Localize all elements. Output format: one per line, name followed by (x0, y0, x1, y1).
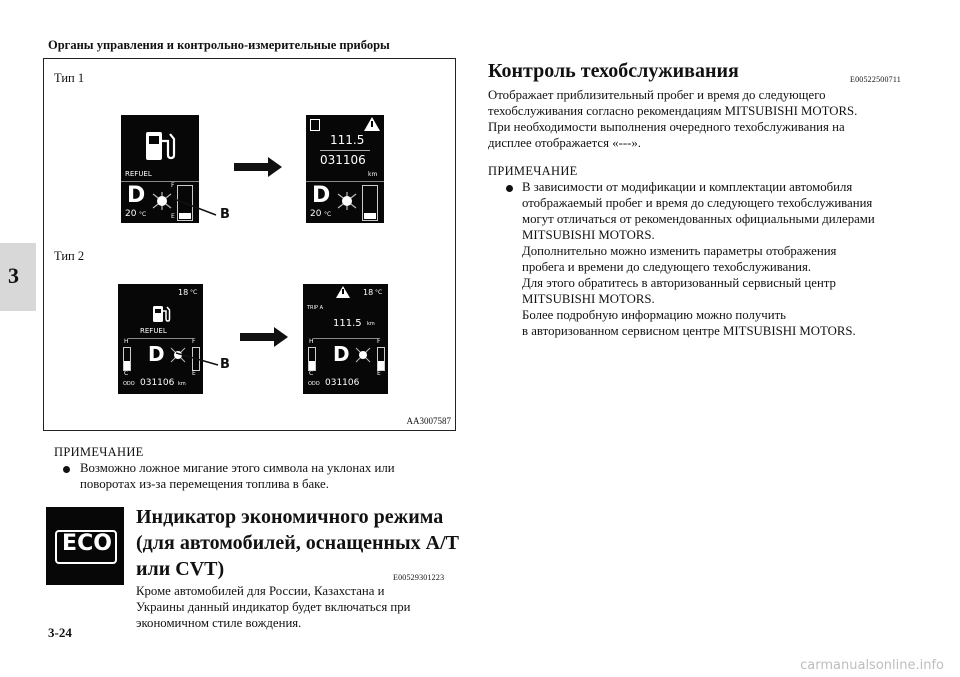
eco-indicator-icon (46, 507, 124, 585)
coolant-hot-label: H (124, 338, 129, 345)
fuel-gauge (377, 347, 385, 371)
temperature-value: 20 (125, 209, 137, 219)
gear-indicator: D (312, 183, 331, 208)
watermark: carmanualsonline.info (800, 658, 944, 673)
service-note-line: В зависимости от модификации и комплектации автомобиля (522, 180, 853, 194)
trip-value: 111.5 (333, 318, 362, 329)
temperature-value: 18 (178, 288, 189, 297)
distance-unit: km (367, 321, 375, 327)
service-body-line: При необходимости выполнения очередного техобслуживания на (488, 120, 845, 134)
refuel-text: REFUEL (125, 170, 152, 178)
distance-unit: km (178, 381, 186, 387)
coolant-cold-label: C (309, 370, 314, 377)
temperature-unit: °C (139, 211, 147, 218)
service-note-line: могут отличаться от рекомендованных официальными дилерами (522, 212, 875, 226)
gear-indicator: D (148, 342, 165, 366)
page-header: Органы управления и контрольно-измерительные приборы (48, 38, 390, 52)
warning-triangle-icon (336, 286, 350, 298)
gear-indicator: D (333, 342, 350, 366)
service-note-line: MITSUBISHI MOTORS. (522, 228, 655, 242)
odometer-label: ODO (308, 381, 320, 387)
type2-right-display (303, 284, 388, 394)
service-note-line: пробега и времени до следующего техобслуживания. (522, 260, 812, 274)
temperature-unit: °C (190, 289, 198, 296)
service-note-line: MITSUBISHI MOTORS. (522, 292, 655, 306)
eco-title-line: (для автомобилей, оснащенных A/T (136, 532, 459, 554)
eco-body-line: экономичном стиле вождения. (136, 616, 302, 630)
note-heading: ПРИМЕЧАНИЕ (54, 445, 144, 459)
note-heading: ПРИМЕЧАНИЕ (488, 164, 578, 178)
service-body-line: дисплее отображается «---». (488, 136, 641, 150)
type2-left-display (118, 284, 203, 394)
fuel-empty-label: E (377, 370, 381, 377)
fuel-gauge (362, 185, 378, 221)
dashboard-figure (43, 58, 456, 431)
page-number: 3-24 (48, 625, 72, 640)
service-note-line: Дополнительно можно изменить параметры отображения (522, 244, 837, 258)
gear-indicator: D (127, 183, 146, 208)
service-warning-icon (336, 192, 358, 210)
eco-icon-text: ECO (62, 531, 112, 556)
trip-value: 111.5 (330, 133, 365, 147)
service-warning-icon (355, 347, 371, 363)
figure-code: AA3007587 (406, 416, 451, 426)
type1-label: Тип 1 (54, 71, 85, 85)
coolant-gauge (123, 347, 131, 371)
eco-body-line: Кроме автомобилей для России, Казахстана и (136, 584, 385, 598)
temperature-unit: °C (324, 211, 332, 218)
fuel-full-label: F (377, 338, 381, 345)
eco-section-code: E00529301223 (393, 573, 445, 582)
service-note-line: в авторизованном сервисном центре MITSUBISHI MOTORS. (522, 324, 856, 338)
type2-label: Тип 2 (54, 249, 85, 263)
temperature-value: 20 (310, 209, 322, 219)
service-title: Контроль техобслуживания (488, 60, 739, 82)
fuel-pump-icon (143, 129, 179, 163)
right-arrow-icon (240, 327, 288, 347)
service-warning-icon (151, 192, 173, 210)
right-arrow-icon (234, 157, 282, 177)
warning-triangle-icon (364, 117, 380, 131)
fuel-full-label: F (171, 182, 175, 189)
callout-b: B (220, 357, 230, 372)
eco-title-line: или CVT) (136, 558, 225, 580)
temperature-value: 18 (363, 288, 374, 297)
callout-b: B (220, 207, 230, 222)
service-body-line: техобслуживания согласно рекомендациям MITSUBISHI MOTORS. (488, 104, 858, 118)
fuel-empty-label: E (192, 370, 196, 377)
note-line: поворотах из-за перемещения топлива в баке. (80, 477, 329, 491)
odometer-label: ODO (123, 381, 135, 387)
fuel-pump-icon (151, 304, 171, 324)
trip-label: TRIP A (307, 305, 324, 311)
note-line: Возможно ложное мигание этого символа на уклонах или (80, 461, 395, 475)
distance-unit: km (368, 171, 378, 178)
odometer-value: 031106 (325, 378, 360, 388)
service-note-line: отображаемый пробег и время до следующего техобслуживания (522, 196, 873, 210)
coolant-cold-label: C (124, 370, 129, 377)
service-body-line: Отображает приблизительный пробег и время до следующего (488, 88, 826, 102)
fuel-empty-label: E (171, 213, 175, 220)
service-note-line: Более подробную информацию можно получить (522, 308, 787, 322)
chapter-number: 3 (8, 263, 19, 288)
trip-badge (310, 119, 320, 131)
eco-title-line: Индикатор экономичного режима (136, 506, 444, 528)
coolant-gauge (308, 347, 316, 371)
service-section-code: E00522500711 (850, 75, 901, 84)
refuel-text: REFUEL (140, 327, 167, 335)
eco-body-line: Украины данный индикатор будет включаться при (136, 600, 411, 614)
temperature-unit: °C (375, 289, 383, 296)
coolant-hot-label: H (309, 338, 314, 345)
bullet-icon (63, 466, 70, 473)
service-note-line: Для этого обратитесь в авторизованный сервисный центр (522, 276, 836, 290)
odometer-value: 031106 (140, 378, 175, 388)
odometer-value: 031106 (320, 153, 366, 167)
bullet-icon (506, 185, 513, 192)
fuel-full-label: F (192, 338, 196, 345)
type1-right-display (306, 115, 384, 223)
